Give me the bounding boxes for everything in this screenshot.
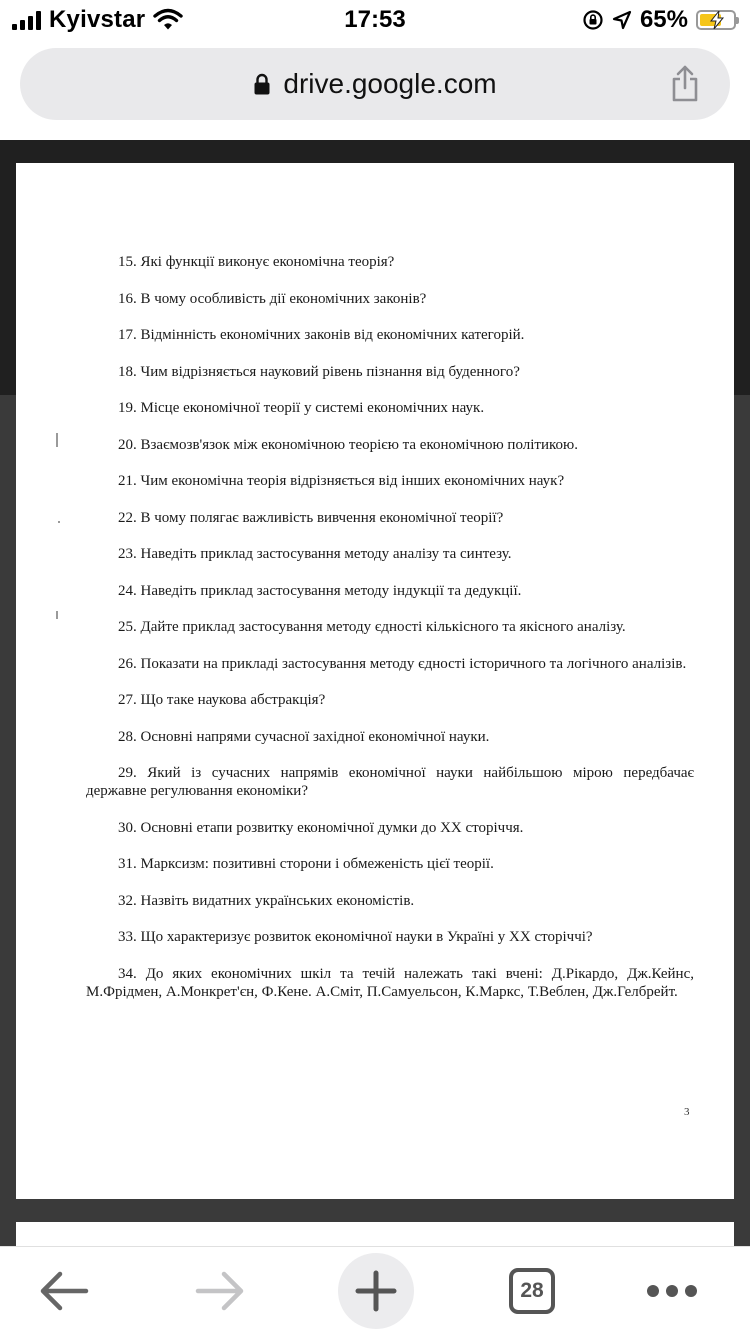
- status-left: [12, 6, 183, 34]
- document-page[interactable]: [16, 163, 734, 1199]
- url-display[interactable]: [20, 48, 730, 120]
- question-item: 16. В чому особливість дії економічних законів?: [118, 290, 427, 307]
- browser-toolbar: [0, 1246, 750, 1334]
- new-tab-button[interactable]: [338, 1253, 414, 1329]
- status-bar: [0, 0, 750, 40]
- orientation-lock-icon: [582, 9, 604, 31]
- battery-charging-icon: [696, 10, 736, 30]
- question-item: 19. Місце економічної теорії у системі економічних наук.: [118, 400, 485, 416]
- url-text: drive.google.com: [283, 68, 497, 99]
- question-item: 18. Чим відрізняється науковий рівень пізнання від буденного?: [118, 363, 520, 380]
- scan-artifact: [56, 433, 58, 447]
- plus-icon: [354, 1269, 398, 1313]
- share-icon[interactable]: [670, 64, 700, 102]
- question-list: [86, 253, 694, 1019]
- question-item: 24. Наведіть приклад застосування методу індукції та дедукції.: [118, 582, 522, 599]
- question-item: 17. Відмінність економічних законів від економічних категорій.: [118, 327, 525, 343]
- back-button[interactable]: [26, 1253, 102, 1329]
- question-item: 28. Основні напрями сучасної західної економічної науки.: [118, 728, 490, 745]
- location-icon: [612, 10, 632, 30]
- question-item: 34. До яких економічних шкіл та течій належать такі вчені: Д.Рікардо, Дж.Кейнс, М.Фрідмен, А.Монкрет'єн, Ф.Кене. А.Сміт, П.Самуельсон, К.Маркс, Т.Веблен, Дж.Гелбрейт.: [86, 965, 694, 1000]
- signal-icon: [12, 10, 41, 30]
- page-number: 3: [684, 1106, 690, 1118]
- status-time: 17:53: [344, 6, 406, 33]
- more-icon: [647, 1285, 697, 1297]
- question-item: 21. Чим економічна теорія відрізняється від інших економічних наук?: [118, 473, 565, 489]
- battery-percent: 65%: [639, 6, 688, 33]
- scan-artifact: [58, 521, 60, 523]
- question-item: 31. Марксизм: позитивні сторони і обмеженість цієї теорії.: [118, 856, 494, 872]
- status-right: [582, 6, 736, 34]
- tabs-button[interactable]: [494, 1253, 570, 1329]
- question-item: 30. Основні етапи розвитку економічної думки до XX сторіччя.: [118, 819, 524, 836]
- question-item: 20. Взаємозв'язок між економічною теорією та економічною політикою.: [118, 436, 578, 453]
- question-item: 15. Які функції виконує економічна теорія?: [118, 254, 395, 270]
- tabs-icon: [509, 1268, 555, 1314]
- forward-arrow-icon: [194, 1269, 246, 1313]
- question-item: 27. Що таке наукова абстракція?: [118, 692, 326, 708]
- question-item: 23. Наведіть приклад застосування методу аналізу та синтезу.: [118, 546, 512, 562]
- bolt-icon: [709, 11, 725, 29]
- back-arrow-icon: [38, 1269, 90, 1313]
- question-item: 22. В чому полягає важливість вивчення економічної теорії?: [118, 509, 504, 526]
- lock-icon: [253, 73, 271, 95]
- tab-count: 28: [520, 1279, 544, 1302]
- wifi-icon: [153, 8, 183, 32]
- question-item: 25. Дайте приклад застосування методу єдності кількісного та якісного аналізу.: [118, 619, 626, 635]
- scan-artifact: [56, 611, 58, 619]
- forward-button[interactable]: [182, 1253, 258, 1329]
- question-item: 32. Назвіть видатних українських економістів.: [118, 892, 415, 909]
- address-bar[interactable]: [20, 48, 730, 120]
- carrier-name: Kyivstar: [49, 6, 146, 33]
- question-item: 29. Який із сучасних напрямів економічної науки найбільшою мірою передбачає державне регулювання економіки?: [86, 765, 694, 799]
- question-item: 33. Що характеризує розвиток економічної науки в Україні у XX сторіччі?: [118, 929, 593, 945]
- more-button[interactable]: [634, 1253, 710, 1329]
- question-item: 26. Показати на прикладі застосування методу єдності історичного та логічного аналізів.: [118, 655, 687, 672]
